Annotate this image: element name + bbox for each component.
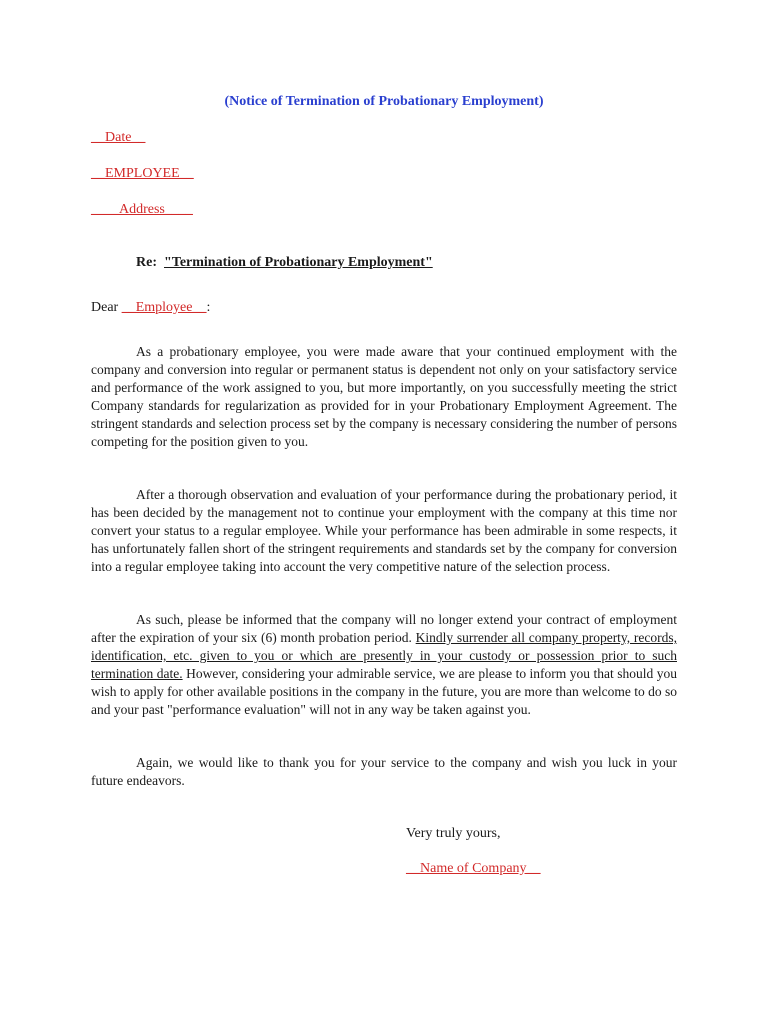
- re-label: Re:: [136, 255, 164, 270]
- paragraph-3: [91, 611, 677, 719]
- paragraph-1: As a probationary employee, you were made aware that your continued employment with the company and conversion into regular or permanent status is dependent not only on your satisfactory service and performance of the work assigned to you, but more importantly, on you successfully meeting the strict Company standards for regularization as provided for in your Probationary Employment Agreement. The stringent standards and selection process set by the company is necessary considering the number of persons competing for the position given to you.: [91, 344, 677, 449]
- salutation-name-placeholder: __Employee__: [121, 300, 207, 315]
- letter-title: (Notice of Termination of Probationary Employment): [224, 94, 544, 109]
- re-subject: "Termination of Probationary Employment": [164, 255, 433, 270]
- company-placeholder: __Name of Company__: [406, 861, 541, 876]
- paragraph-3-underlined: Kindly surrender all company property, records, identification, etc. given to you or which are presently in your custody or possession prior to such termination date.: [91, 630, 677, 681]
- subject-line: [136, 255, 433, 271]
- salutation-end: :: [206, 300, 211, 315]
- paragraph-3-part-a: As such, please be informed that the company will no longer extend your contract of employment after the expiration of your six (6) month probation period.: [91, 612, 677, 645]
- salutation-text: Dear: [91, 300, 122, 315]
- employee-placeholder: __EMPLOYEE__: [91, 166, 194, 181]
- paragraph-3-part-b: However, considering your admirable service, we are please to inform you that should you wish to apply for other available positions in the company in the future, you are more than welcome to do so and your past "performance evaluation" will not in any way be taken against you.: [91, 666, 678, 717]
- paragraph-4: Again, we would like to thank you for your service to the company and wish you luck in your future endeavors.: [91, 755, 677, 788]
- closing: Very truly yours,: [406, 826, 501, 841]
- paragraph-2: After a thorough observation and evaluation of your performance during the probationary period, it has been decided by the management not to continue your employment with the company at this time nor convert your status to a regular employee. While your performance has been admirable in some respects, it has unfortunately fallen short of the stringent requirements and standards set by the company for conversion into a regular employee taking into account the very competitive nature of the selection process.: [91, 487, 677, 574]
- salutation: [91, 300, 210, 316]
- address-placeholder: ____Address____: [91, 202, 193, 217]
- date-placeholder: __Date__: [91, 130, 146, 145]
